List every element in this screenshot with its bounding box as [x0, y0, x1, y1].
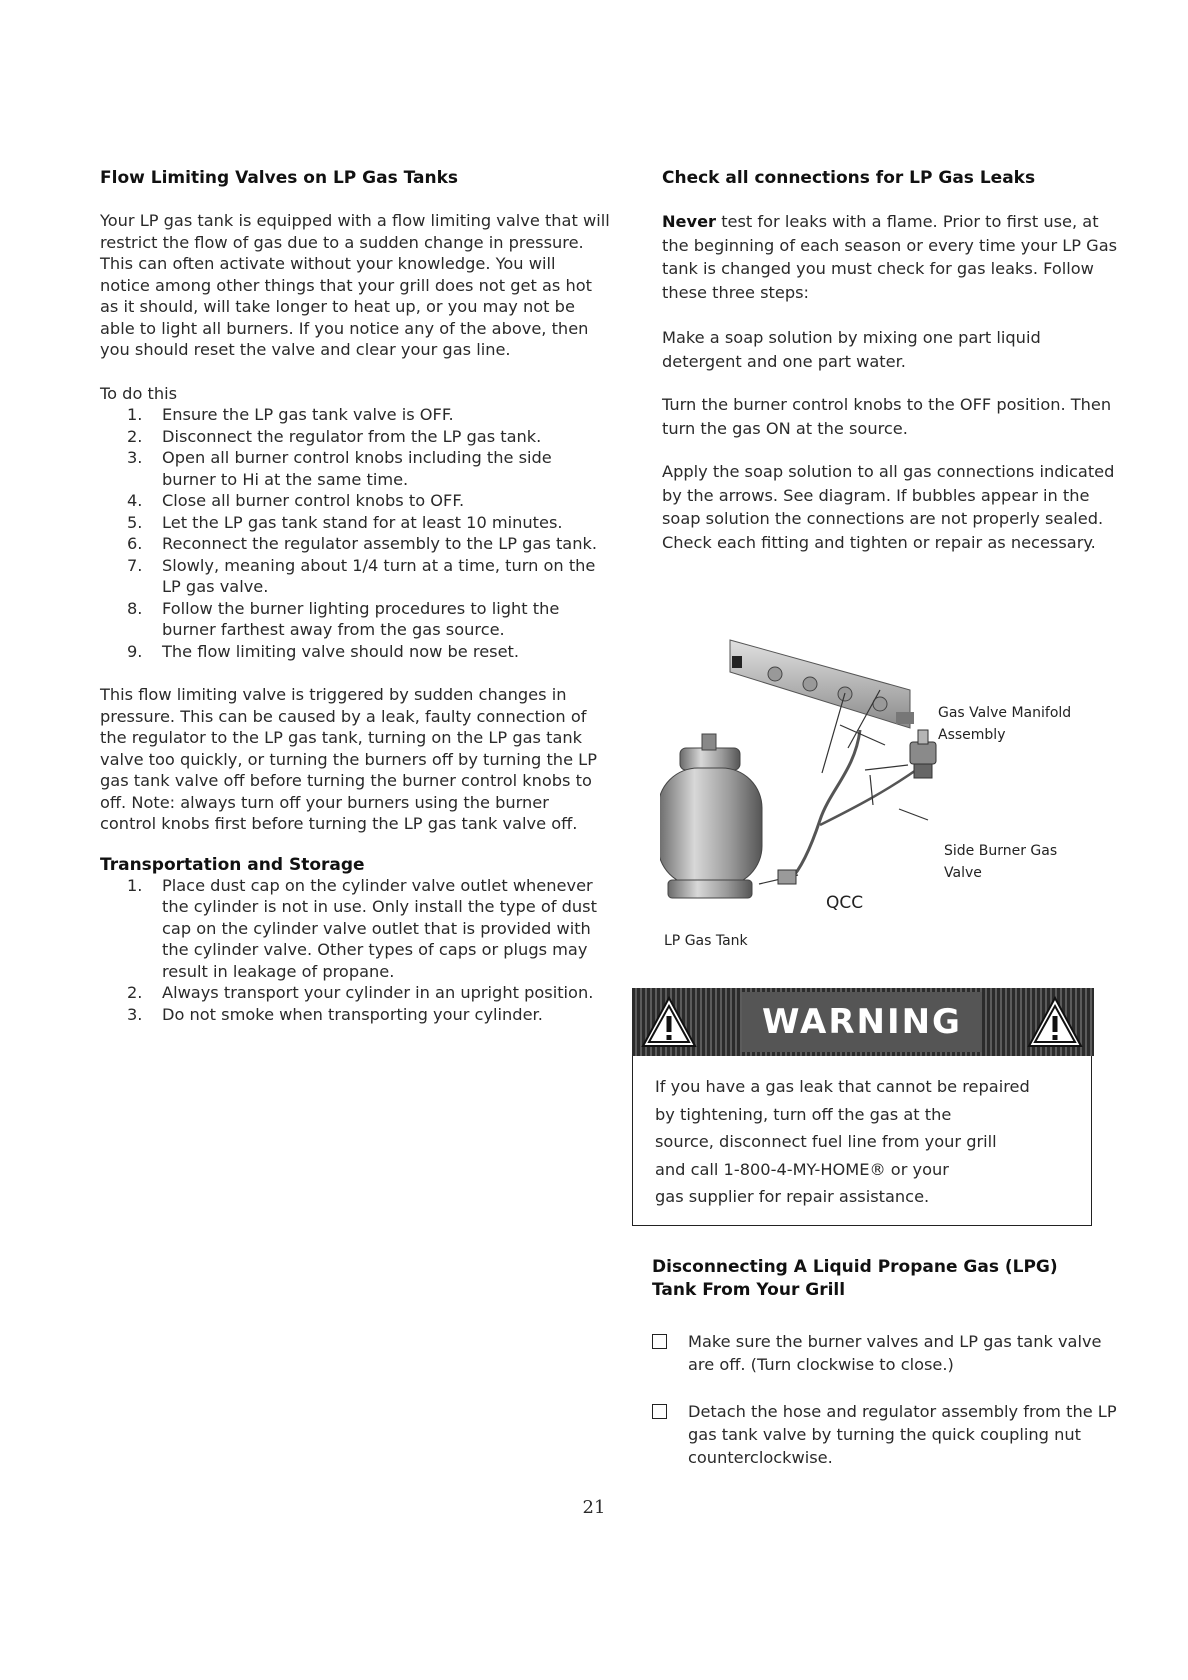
- list-item: 2. Disconnect the regulator from the LP gas tank.: [127, 426, 542, 446]
- leak-step-soap: Make a soap solution by mixing one part liquid detergent and one part water.: [662, 328, 1041, 371]
- left-column: [100, 168, 610, 1025]
- list-item: 2. Always transport your cylinder in an upright position.: [127, 983, 594, 1002]
- list-item: Make sure the burner valves and LP gas tank valve are off. (Turn clockwise to close.): [652, 1330, 1122, 1376]
- list-item: 8. Follow the burner lighting procedures to light the burner farthest away from the gas source.: [127, 598, 560, 639]
- checkbox-square-icon: [652, 1334, 667, 1349]
- flow-note-paragraph: This flow limiting valve is triggered by sudden changes in pressure. This can be caused by a leak, faulty connection of the regulator to the LP gas tank, turning on the LP gas tank valve too quickly, or turning the burners off by turning the LP gas tank valve off before turning the burner control knobs to off. Note: always turn off your burners using the burner control knobs first before turning the LP gas tank valve off.: [100, 685, 597, 833]
- page-number: 21: [582, 1497, 606, 1518]
- never-paragraph: [662, 210, 1122, 304]
- tank-label: LP Gas Tank: [664, 933, 748, 949]
- warning-banner: [632, 988, 1094, 1056]
- transport-steps-list: [100, 875, 610, 1026]
- lp-gas-tank-icon: [660, 734, 762, 898]
- disconnect-heading: Disconnecting A Liquid Propane Gas (LPG) Tank From Your Grill: [652, 1257, 1058, 1300]
- list-item: 7. Slowly, meaning about 1/4 turn at a time, turn on the LP gas valve.: [127, 555, 596, 596]
- list-item: 1. Place dust cap on the cylinder valve outlet whenever the cylinder is not in use. Only install the type of dust cap on the cylinder valve outlet that is provided with the cylinder valve. Other types of caps or plugs may result in leakage of propane.: [127, 875, 597, 981]
- hose-icon: [790, 730, 860, 880]
- list-item: 9. The flow limiting valve should now be reset.: [127, 641, 520, 661]
- list-item: 3. Do not smoke when transporting your cylinder.: [127, 1004, 543, 1024]
- flow-limiting-heading: Flow Limiting Valves on LP Gas Tanks: [100, 168, 459, 188]
- list-item: 6. Reconnect the regulator assembly to the LP gas tank.: [127, 534, 597, 553]
- leak-step-knobs: Turn the burner control knobs to the OFF position. Then turn the gas ON at the source.: [662, 395, 1112, 438]
- right-column: [662, 168, 1122, 554]
- leak-step-apply: Apply the soap solution to all gas connections indicated by the arrows. See diagram. If bubbles appear in the soap solution the connections are not properly sealed. Check each fitting and tighten or repair as necessary.: [662, 462, 1115, 552]
- warning-title: WARNING: [742, 992, 982, 1052]
- side-burner-valve-icon: [910, 730, 936, 778]
- warning-text: If you have a gas leak that cannot be repaired by tightening, turn off the gas at the source, disconnect fuel line from your grill and call 1-800-4-MY-HOME® or your gas supplier for repair assistance.: [655, 1077, 1030, 1206]
- list-item: 1. Ensure the LP gas tank valve is OFF.: [127, 405, 454, 424]
- todo-label: To do this: [100, 383, 178, 403]
- flow-intro-paragraph: Your LP gas tank is equipped with a flow limiting valve that will restrict the flow of gas due to a sudden change in pressure. This can often activate without your knowledge. You will notice among other things that your grill does not get as hot as it should, will take longer to heat up, or you may not be able to light all burners. If you notice any of the above, then you should reset the valve and clear your gas line.: [100, 211, 610, 359]
- disconnect-list: [652, 1330, 1122, 1469]
- warning-box: [632, 988, 1092, 1226]
- list-item: Detach the hose and regulator assembly from the LP gas tank valve by turning the quick coupling nut counterclockwise.: [652, 1400, 1122, 1469]
- list-item: 4. Close all burner control knobs to OFF.: [127, 491, 465, 510]
- gas-connection-diagram: [660, 630, 1120, 975]
- checkbox-square-icon: [652, 1404, 667, 1419]
- check-leaks-heading: Check all connections for LP Gas Leaks: [662, 168, 1036, 188]
- qcc-fitting-icon: [778, 870, 796, 884]
- never-rest: test for leaks with a flame. Prior to first use, at the beginning of each season or every time your LP Gas tank is changed you must check for gas leaks. Follow these three steps:: [662, 212, 1118, 302]
- diagram-illustration: [660, 630, 1120, 975]
- warning-triangle-icon: [1026, 994, 1084, 1050]
- side-burner-label: Side Burner Gas Valve: [944, 843, 1058, 881]
- manifold-label: Gas Valve Manifold Assembly: [938, 705, 1072, 743]
- qcc-label: QCC: [826, 893, 864, 913]
- list-item: 3. Open all burner control knobs including the side burner to Hi at the same time.: [127, 448, 552, 489]
- never-word: Never: [662, 212, 717, 231]
- warning-triangle-icon: [640, 994, 698, 1050]
- manifold-assembly-icon: [730, 640, 914, 728]
- reset-steps-list: [100, 404, 610, 662]
- list-item: 5. Let the LP gas tank stand for at least 10 minutes.: [127, 512, 563, 532]
- transport-heading: Transportation and Storage: [100, 854, 365, 875]
